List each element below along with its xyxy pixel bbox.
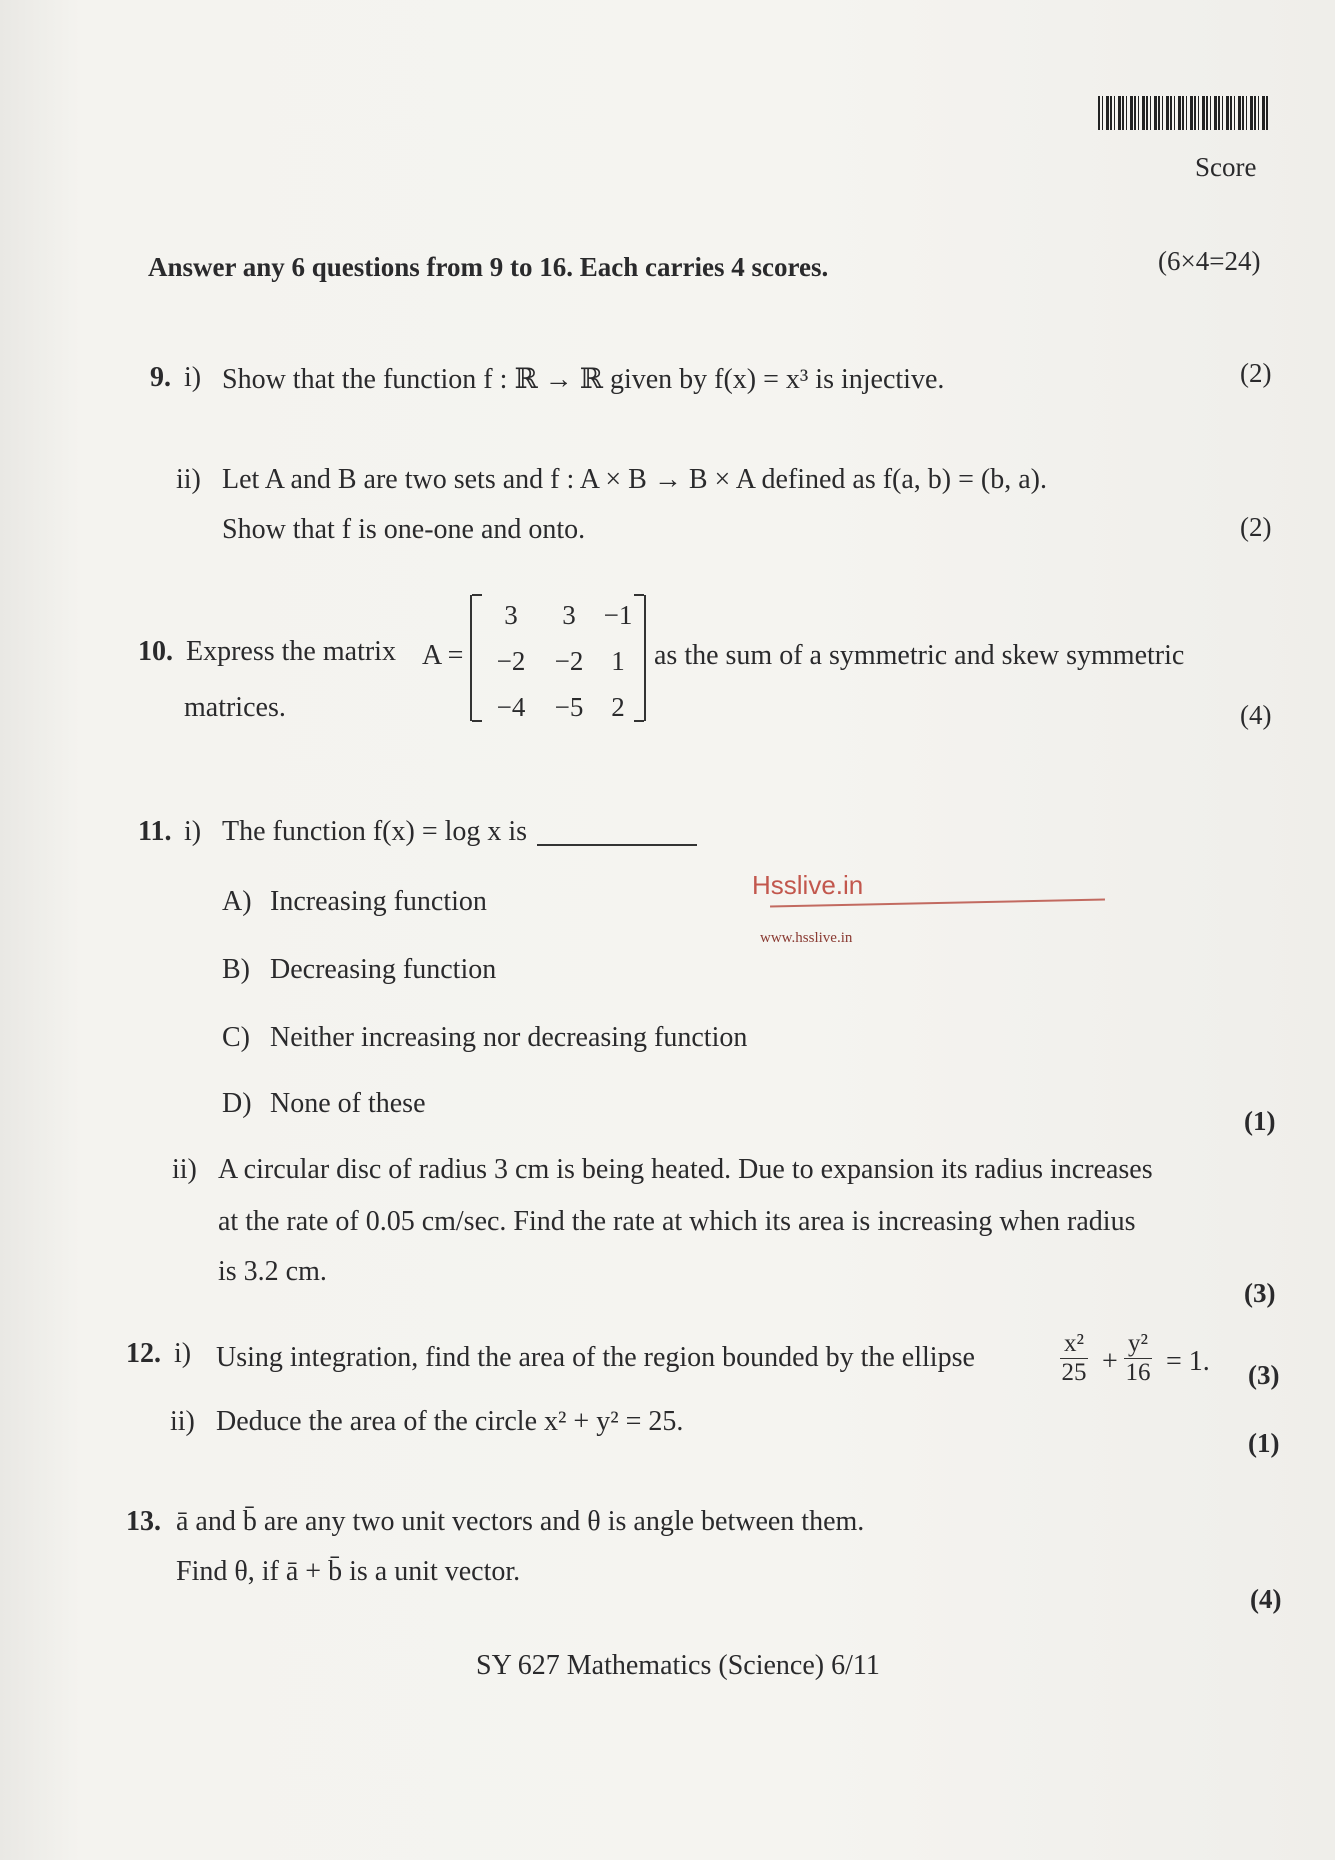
q13-line1: ā and b̄ are any two unit vectors and θ is angle between them. [176, 1506, 865, 1537]
barcode-graphic [1098, 96, 1268, 130]
q10-matrix-label: A = [422, 640, 464, 671]
q10-score: (4) [1240, 700, 1272, 730]
q11-ii-score: (3) [1244, 1278, 1276, 1308]
q11-i-score: (1) [1244, 1106, 1276, 1136]
plus-sign: + [1102, 1346, 1118, 1377]
answer-blank [537, 844, 697, 846]
fraction-numerator: y² [1124, 1330, 1152, 1359]
q11-option-d-text: None of these [270, 1088, 426, 1119]
q11-option-c-key: C) [222, 1022, 250, 1053]
q12-ii-score: (1) [1248, 1428, 1280, 1458]
matrix-cell: −2 [496, 646, 526, 676]
q9-i-text: Show that the function f : ℝ → ℝ given by f(x) = x³ is injective. [222, 364, 945, 395]
matrix-cell: 3 [562, 600, 576, 630]
equation-tail: = 1. [1166, 1346, 1210, 1377]
q11-option-a-key: A) [222, 886, 252, 917]
q11-number: 11. [138, 816, 172, 847]
q9-ii-score: (2) [1240, 512, 1272, 542]
watermark-url: www.hsslive.in [760, 930, 853, 946]
q12-i-label: i) [174, 1338, 192, 1369]
q11-i-label: i) [184, 816, 202, 847]
q11-ii-label: ii) [172, 1154, 197, 1185]
q11-option-c-text: Neither increasing nor decreasing function [270, 1022, 748, 1053]
q10-text-line2: matrices. [184, 692, 286, 723]
q11-ii-line2: at the rate of 0.05 cm/sec. Find the rate at which its area is increasing when radius [218, 1206, 1136, 1237]
q9-ii-label: ii) [176, 464, 201, 495]
fraction-numerator: x² [1060, 1330, 1088, 1359]
q9-ii-line1: Let A and B are two sets and f : A × B → B × A defined as f(a, b) = (b, a). [222, 464, 1048, 495]
q10-number: 10. [138, 636, 173, 667]
score-column-label: Score [1195, 152, 1257, 182]
q9-ii-line2: Show that f is one-one and onto. [222, 514, 586, 545]
q13-number: 13. [126, 1506, 161, 1537]
q13-line2: Find θ, if ā + b̄ is a unit vector. [176, 1556, 521, 1587]
q11-option-d-key: D) [222, 1088, 252, 1119]
q11-ii-line3: is 3.2 cm. [218, 1256, 327, 1287]
matrix-cell: 3 [504, 600, 518, 630]
matrix-cell: −4 [496, 692, 526, 722]
ellipse-fraction-x [1060, 1330, 1088, 1387]
matrix-a [470, 595, 646, 721]
q9-number: 9. [150, 362, 171, 393]
q12-ii-text: Deduce the area of the circle x² + y² = 25. [216, 1406, 684, 1437]
matrix-cell: −2 [554, 646, 584, 676]
q11-option-b-key: B) [222, 954, 250, 985]
section-marks: (6×4=24) [1158, 246, 1261, 276]
q12-i-score: (3) [1248, 1360, 1280, 1390]
section-instruction: Answer any 6 questions from 9 to 16. Each carries 4 scores. [148, 252, 829, 282]
q12-number: 12. [126, 1338, 161, 1369]
q13-score: (4) [1250, 1584, 1282, 1614]
fraction-denominator: 16 [1125, 1359, 1151, 1386]
q11-i-text-wrap [222, 816, 697, 848]
matrix-cell: 1 [611, 646, 625, 676]
watermark-site: Hsslive.in [752, 870, 864, 900]
q12-ii-label: ii) [170, 1406, 195, 1437]
q11-ii-line1: A circular disc of radius 3 cm is being heated. Due to expansion its radius increases [218, 1154, 1153, 1185]
ellipse-fraction-y [1124, 1330, 1152, 1387]
q10-text-after: as the sum of a symmetric and skew symmetric [654, 640, 1185, 671]
matrix-cell: −1 [603, 600, 633, 630]
fraction-denominator: 25 [1061, 1359, 1087, 1386]
matrix-cell: −5 [554, 692, 584, 722]
q11-option-b-text: Decreasing function [270, 954, 497, 985]
q11-option-a-text: Increasing function [270, 886, 487, 917]
page-footer: SY 627 Mathematics (Science) 6/11 [476, 1650, 880, 1681]
q9-i-label: i) [184, 362, 202, 393]
q10-text-before: Express the matrix [186, 636, 396, 667]
q9-i-score: (2) [1240, 358, 1272, 388]
q11-i-text: The function f(x) = log x is [222, 816, 528, 847]
q12-i-text: Using integration, find the area of the region bounded by the ellipse [216, 1342, 975, 1373]
matrix-cell: 2 [611, 692, 625, 722]
